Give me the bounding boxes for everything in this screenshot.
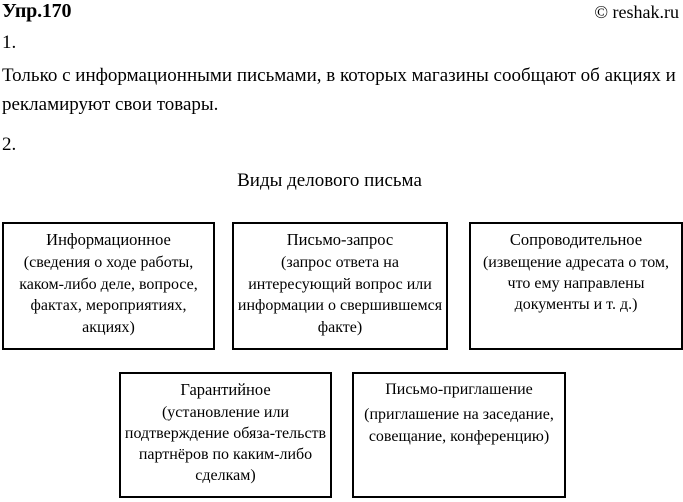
diagram-title-text: Виды делового письма <box>237 170 422 191</box>
diagram-box-accompanying <box>469 222 683 350</box>
diagram-box-invitation <box>352 372 566 498</box>
answer-paragraph: Только с информационными письмами, в которых магазины сообщают об акциях и рекламируют свои товары. <box>2 65 676 115</box>
diagram-box-informational <box>2 222 215 350</box>
box-description-accompanying: (извещение адресата о том, что ему направлены документы и т. д.) <box>482 254 670 313</box>
box-description-guarantee: (установление или подтверждение обяза-тельств партнёров по каким-либо сделкам) <box>124 404 327 484</box>
site-watermark: © reshak.ru <box>594 2 679 22</box>
box-heading-guarantee: Гарантийное <box>180 380 271 399</box>
box-description-invitation: (приглашение на заседание, совещание, конференцию) <box>364 406 554 445</box>
box-heading-accompanying: Сопроводительное <box>509 230 643 249</box>
item-number-2: 2. <box>2 134 17 155</box>
page-title: Упр.170 <box>2 0 72 22</box>
box-description-informational: (сведения о ходе работы, каком-либо деле, вопросе, фактах, мероприятиях, акциях) <box>19 254 198 336</box>
diagram-box-guarantee <box>119 372 332 498</box>
diagram-title <box>0 169 683 193</box>
box-heading-invitation: Письмо-приглашение <box>385 381 533 398</box>
box-description-request: (запрос ответа на интересующий вопрос или информации о свершившемся факте) <box>237 254 443 336</box>
diagram-box-request <box>232 222 448 350</box>
box-heading-request: Письмо-запрос <box>286 230 394 249</box>
item-number-1: 1. <box>2 32 17 53</box>
box-heading-informational: Информационное <box>46 230 171 249</box>
